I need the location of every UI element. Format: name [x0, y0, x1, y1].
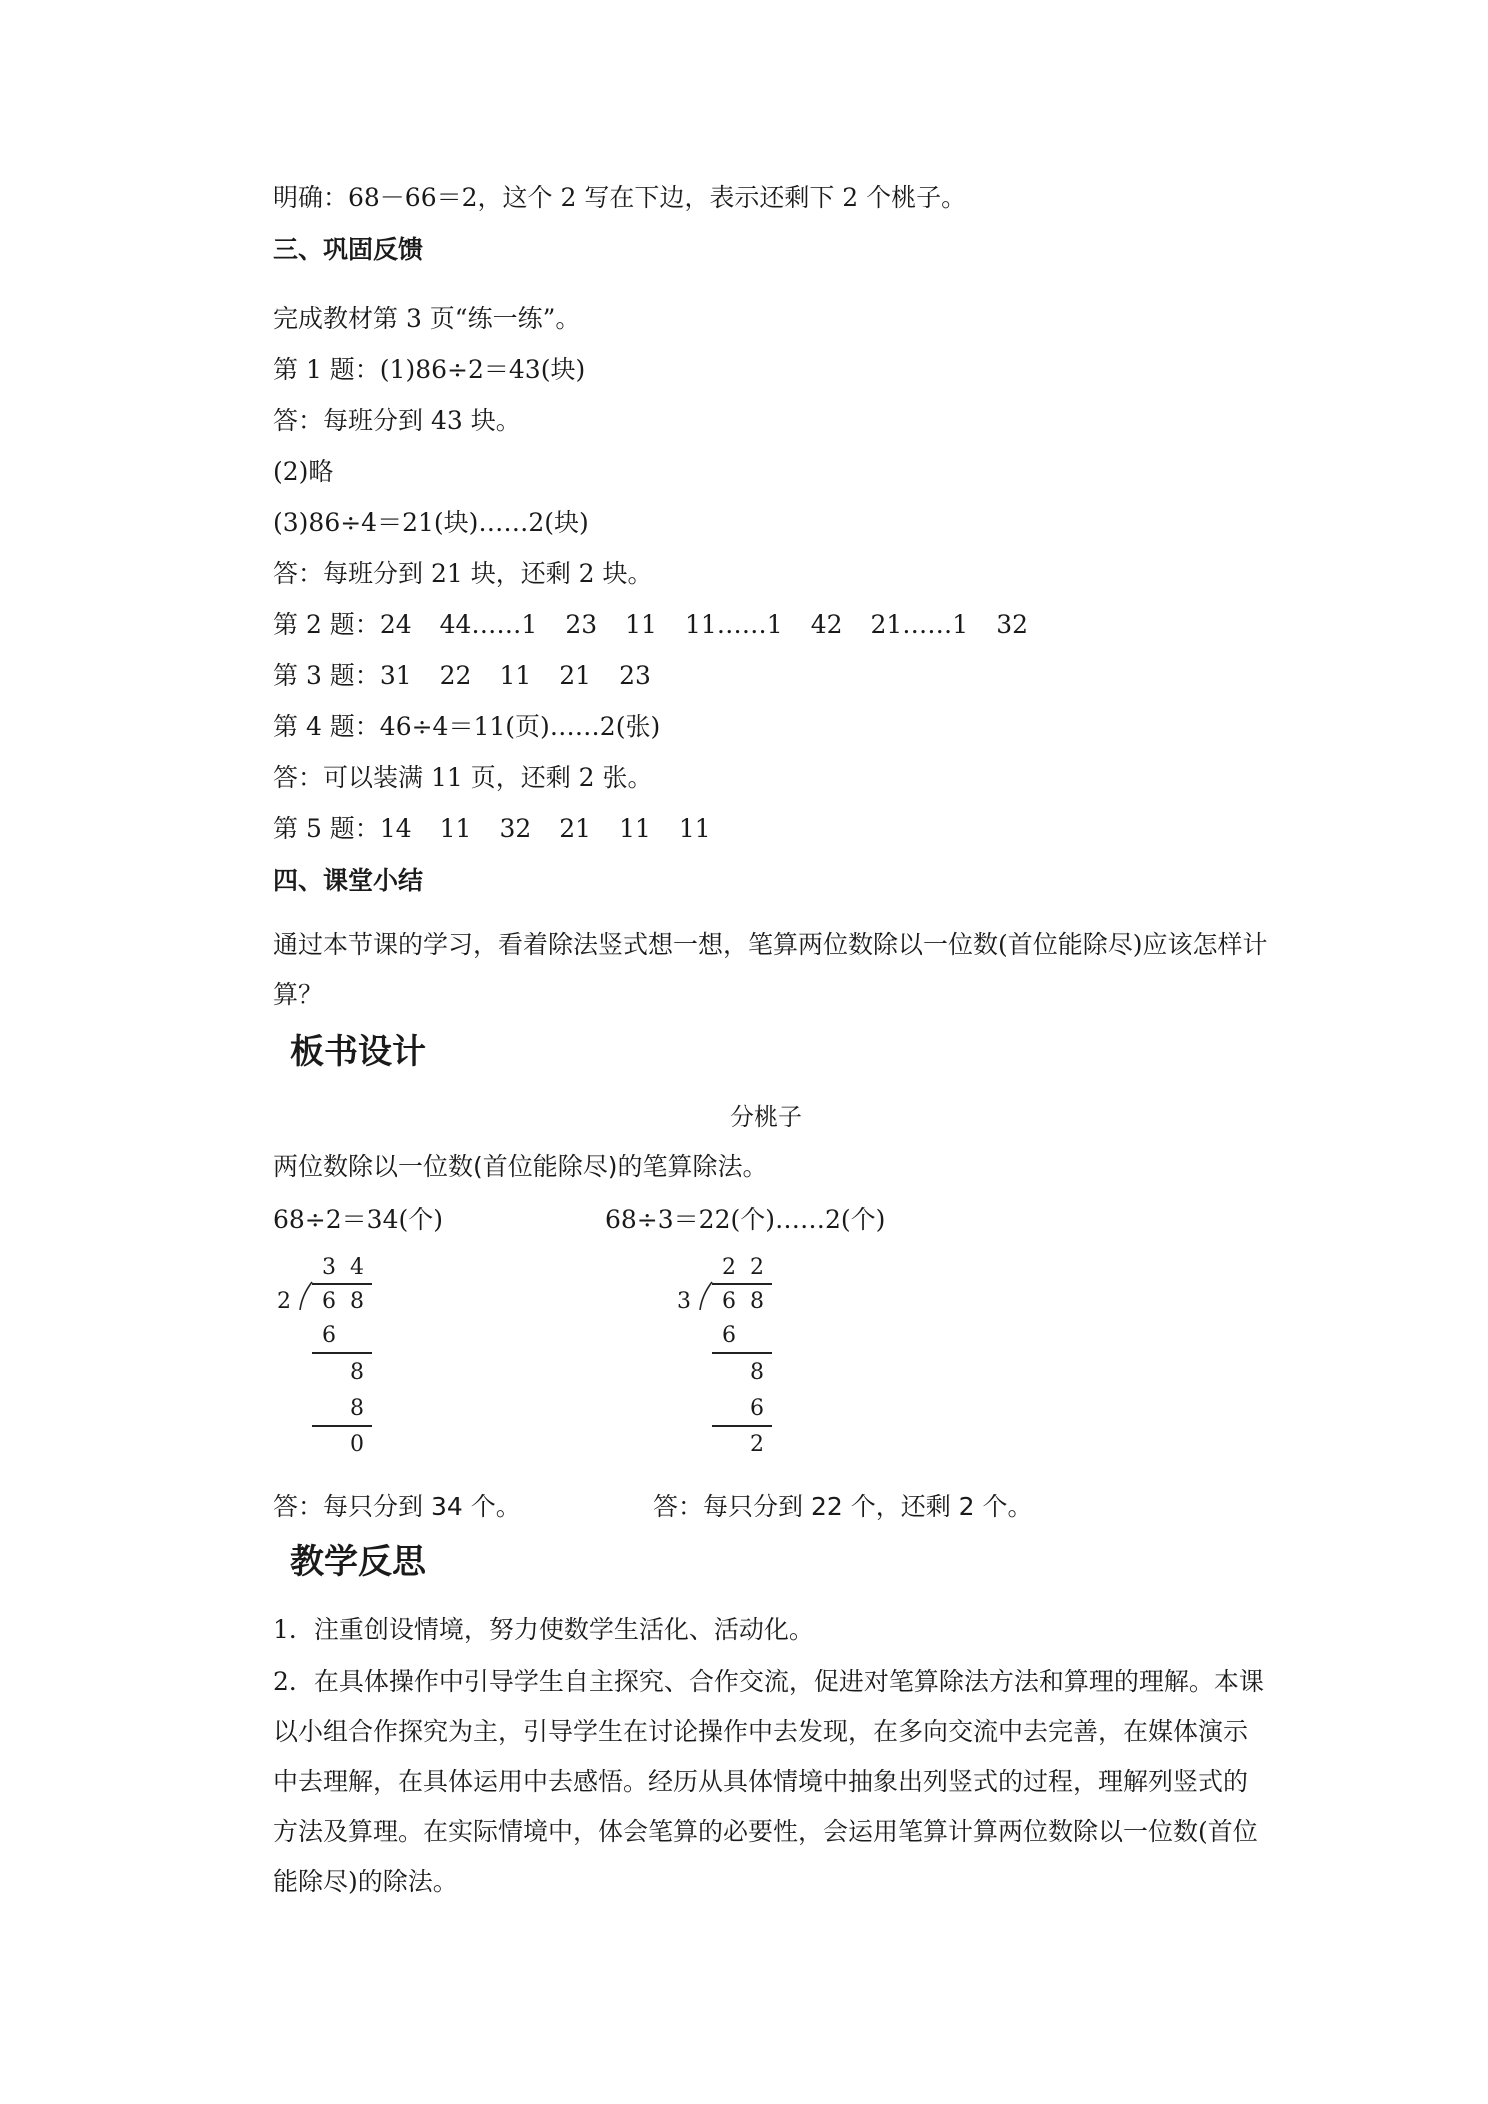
clarify-line: 明确：68－66＝2，这个 2 写在下边，表示还剩下 2 个桃子。: [273, 183, 967, 212]
reflection-heading: 教学反思: [290, 1542, 426, 1582]
q3-value: 22: [439, 661, 472, 690]
q3-value: 31: [379, 661, 412, 690]
reflection-point-2: 2．在具体操作中引导学生自主探究、合作交流，促进对笔算除法方法和算理的理解。本课以小组合作探究为主，引导学生在讨论操作中去发现，在多向交流中去完善，在媒体演示中去理解，在具体运用中去感悟。经历从具体情境中抽象出列竖式的过程，理解列竖式的方法及算理。在实际情境中，体会笔算的必要性，会运用笔算计算两位数除以一位数(首位能除尽)的除法。: [273, 1667, 1264, 1896]
dividend-digit: 8: [350, 1289, 364, 1314]
textbook-task-line: 完成教材第 3 页“练一练”。: [273, 304, 581, 333]
board-answer-right: 答：每只分到 22 个，还剩 2 个。: [653, 1492, 1033, 1521]
q5-value: 32: [499, 814, 532, 843]
q3-value: 23: [619, 661, 651, 690]
division-bar: [712, 1283, 772, 1285]
q2-value: 23: [565, 610, 598, 639]
q5-value: 11: [678, 814, 711, 843]
q2-value: 21……1: [870, 610, 969, 639]
quotient-digit: 4: [350, 1255, 364, 1280]
q4-answer-line: 答：可以装满 11 页，还剩 2 张。: [273, 763, 653, 792]
quotient-digit: 2: [750, 1255, 764, 1280]
q3-line: [273, 659, 651, 693]
subtrahend-digit: 6: [322, 1323, 336, 1348]
q4-line: 第 4 题：46÷4＝11(页)……2(张): [273, 712, 661, 741]
quotient-digit: 2: [722, 1255, 736, 1280]
subtraction-line: [712, 1425, 772, 1427]
subtrahend-digit: 6: [722, 1323, 736, 1348]
q1-part3-answer-line: 答：每班分到 21 块，还剩 2 块。: [273, 559, 653, 588]
q2-value: 32: [996, 610, 1029, 639]
q2-line: [273, 608, 1028, 642]
board-title: 分桃子: [730, 1103, 802, 1131]
section-heading-consolidate: 三、巩固反馈: [273, 235, 424, 264]
q2-value: 11……1: [684, 610, 783, 639]
quotient-digit: 3: [322, 1255, 336, 1280]
q1-answer-line: 答：每班分到 43 块。: [273, 406, 521, 435]
remainder-digit: 8: [350, 1360, 364, 1385]
q2-value: 44……1: [439, 610, 538, 639]
q2-value: 11: [625, 610, 657, 639]
q3-value: 21: [559, 661, 592, 690]
board-equation-right: 68÷3＝22(个)……2(个): [605, 1205, 886, 1234]
q5-value: 14: [379, 814, 412, 843]
subtraction-line: [312, 1425, 372, 1427]
dividend-digit: 8: [750, 1289, 764, 1314]
section-heading-summary: 四、课堂小结: [273, 866, 424, 895]
division-bar: [312, 1283, 372, 1285]
q2-value: 42: [810, 610, 843, 639]
subtrahend-digit: 8: [350, 1396, 364, 1421]
q5-value: 11: [439, 814, 472, 843]
q5-label: 第 5 题：: [273, 814, 380, 843]
board-equation-left: 68÷2＝34(个): [273, 1205, 443, 1234]
q5-line: [273, 812, 711, 846]
q5-value: 11: [619, 814, 651, 843]
q2-value: 24: [379, 610, 412, 639]
q3-value: 11: [499, 661, 532, 690]
q2-label: 第 2 题：: [273, 610, 380, 639]
subtraction-line: [712, 1352, 772, 1354]
summary-paragraph: 通过本节课的学习，看着除法竖式想一想，笔算两位数除以一位数(首位能除尽)应该怎样计算？: [273, 930, 1268, 1009]
final-remainder-digit: 2: [750, 1432, 764, 1457]
board-subtitle: 两位数除以一位数(首位能除尽)的笔算除法。: [273, 1152, 768, 1181]
reflection-point-1: 1．注重创设情境，努力使数学生活化、活动化。: [273, 1615, 814, 1644]
q3-label: 第 3 题：: [273, 661, 380, 690]
subtraction-line: [312, 1352, 372, 1354]
board-design-heading: 板书设计: [290, 1032, 426, 1072]
division-bracket: [298, 1281, 314, 1311]
q1-part2-line: (2)略: [273, 457, 334, 486]
division-bracket: [698, 1281, 714, 1311]
divisor-digit: 2: [277, 1289, 291, 1314]
q1-part3-line: (3)86÷4＝21(块)……2(块): [273, 508, 589, 537]
board-answer-left: 答：每只分到 34 个。: [273, 1492, 521, 1521]
divisor-digit: 3: [677, 1289, 691, 1314]
dividend-digit: 6: [722, 1289, 736, 1314]
final-remainder-digit: 0: [350, 1432, 364, 1457]
q1-line: 第 1 题：(1)86÷2＝43(块): [273, 355, 586, 384]
subtrahend-digit: 6: [750, 1396, 764, 1421]
q5-value: 21: [559, 814, 592, 843]
dividend-digit: 6: [322, 1289, 336, 1314]
remainder-digit: 8: [750, 1360, 764, 1385]
